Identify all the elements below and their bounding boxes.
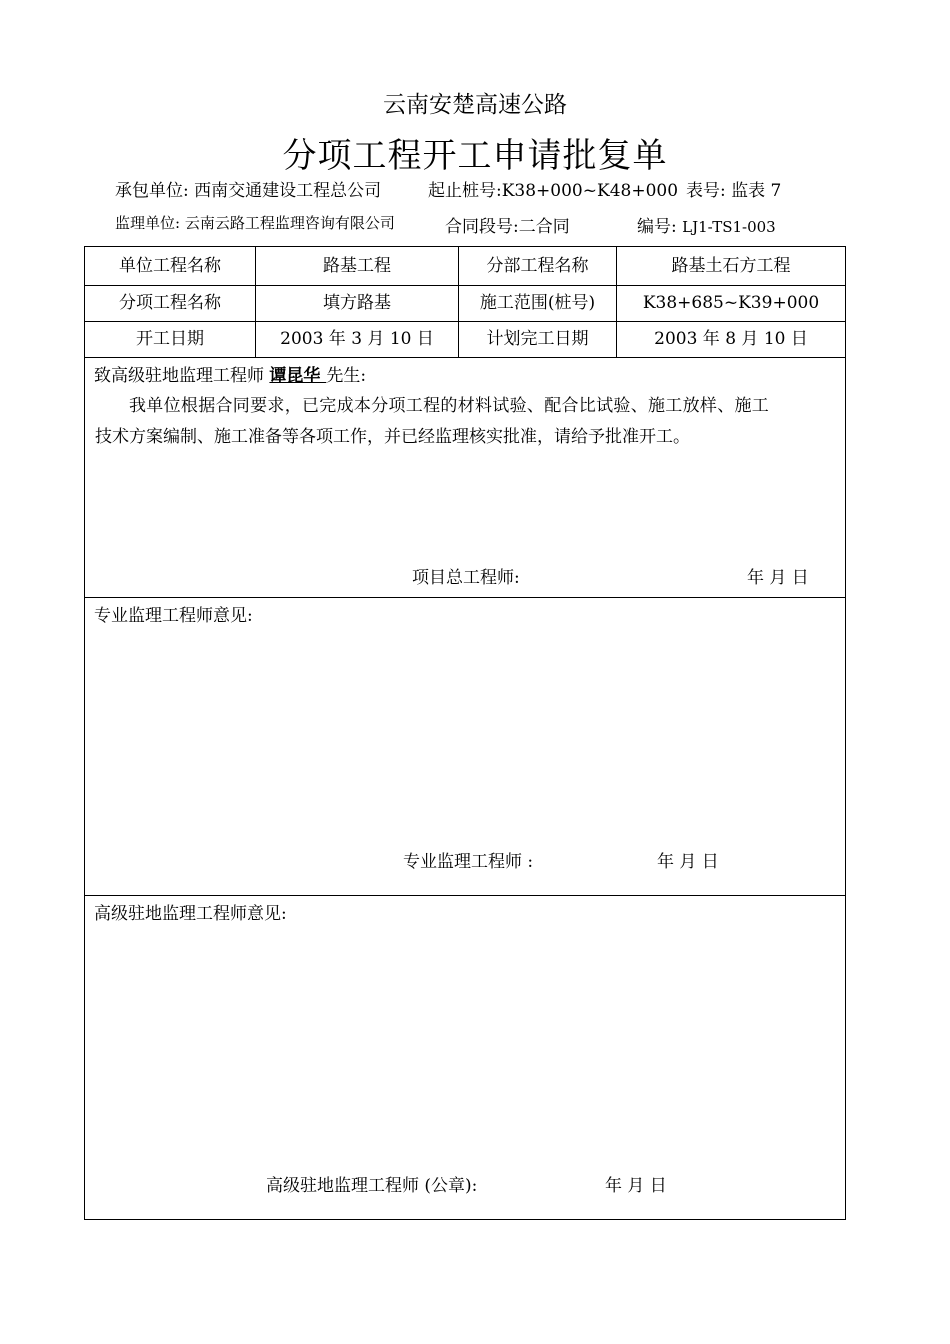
value-subitem-project: 填方路基 [323,293,391,313]
project-name: 云南安楚高速公路 [383,92,567,118]
label-unit-project: 单位工程名称 [119,256,221,276]
value-unit-project: 路基工程 [323,256,391,276]
label-planned-completion: 计划完工日期 [486,329,589,349]
resident-signature: 高级驻地监理工程师 (公章): [266,1176,478,1196]
label-start-date: 开工日期 [136,329,204,349]
contractor-unit: 承包单位: 西南交通建设工程总公司 [115,181,382,201]
section-divider [85,895,845,896]
value-planned-completion: 2003 年 8 月 10 日 [654,329,808,349]
specialist-opinion-label: 专业监理工程师意见: [94,606,253,626]
value-construction-range: K38+685~K39+000 [642,293,820,313]
label-construction-range: 施工范围(桩号) [479,293,596,313]
supervisor-unit: 监理单位: 云南云路工程监理咨询有限公司 [115,214,395,232]
resident-opinion-label: 高级驻地监理工程师意见: [94,904,287,924]
stake-range: 起止桩号:K38+000~K48+000 [428,181,679,201]
label-subitem-project: 分项工程名称 [119,293,221,313]
application-paragraph: 我单位根据合同要求，已完成本分项工程的材料试验、配合比试验、施工放样、施工 技术方案编制、施工准备等各项工作，并已经监理核实批准，请给予批准开工。 [95,396,770,447]
resident-date: 年 月 日 [605,1176,667,1196]
form-number: 表号: 监表 7 [686,181,782,201]
specialist-date: 年 月 日 [657,852,719,872]
contract-section: 合同段号:二合同 [445,217,570,237]
label-division-project: 分部工程名称 [486,256,589,276]
specialist-signature: 专业监理工程师 : [403,852,534,872]
form-title: 分项工程开工申请批复单 [282,136,668,176]
value-start-date: 2003 年 3 月 10 日 [280,329,434,349]
section-divider [85,597,845,598]
chief-engineer-date: 年 月 日 [747,568,809,588]
application-form [84,246,846,1220]
chief-engineer-signature: 项目总工程师: [412,568,520,588]
salutation: 致高级驻地监理工程师 谭昆华 先生: [94,366,367,386]
serial-number: 编号: LJ1-TS1-003 [637,217,776,237]
engineer-name: 谭昆华 [269,366,327,386]
value-division-project: 路基土石方工程 [671,256,791,276]
